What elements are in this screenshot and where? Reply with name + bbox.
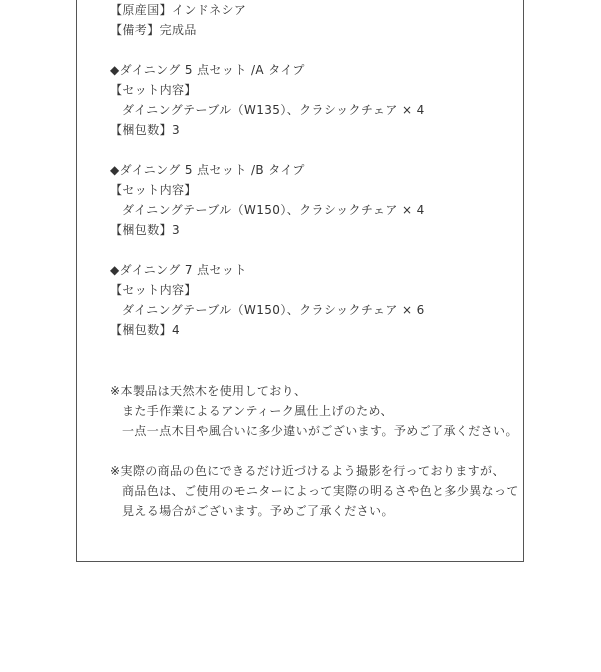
set-a-title: ◆ダイニング 5 点セット /A タイプ (110, 63, 305, 77)
set-b-title: ◆ダイニング 5 点セット /B タイプ (110, 163, 305, 177)
set-a-contents: ダイニングテーブル（W135）、クラシックチェア × 4 (122, 103, 425, 117)
set-b-contents-label: 【セット内容】 (110, 183, 197, 197)
set-7-contents: ダイニングテーブル（W150）、クラシックチェア × 6 (122, 303, 425, 317)
remarks-text: 【備考】完成品 (110, 23, 197, 37)
set-7-packages: 【梱包数】4 (110, 323, 181, 337)
set-7-contents-label: 【セット内容】 (110, 283, 197, 297)
set-b-packages: 【梱包数】3 (110, 223, 181, 237)
note-wood-line1: ※本製品は天然木を使用しており、 (110, 384, 307, 398)
note-color-line1: ※実際の商品の色にできるだけ近づけるよう撮影を行っておりますが、 (110, 464, 505, 478)
set-7-title: ◆ダイニング 7 点セット (110, 263, 247, 277)
set-a-contents-label: 【セット内容】 (110, 83, 197, 97)
note-wood-line2: また手作業によるアンティーク風仕上げのため、 (122, 404, 393, 418)
note-wood-line3: 一点一点木目や風合いに多少違いがございます。予めご了承ください。 (122, 424, 518, 438)
note-color-line3: 見える場合がございます。予めご了承ください。 (122, 504, 394, 518)
note-color-line2: 商品色は、ご使用のモニターによって実際の明るさや色と多少異なって (122, 484, 519, 498)
origin-text: 【原産国】インドネシア (110, 3, 247, 17)
set-a-packages: 【梱包数】3 (110, 123, 181, 137)
set-b-contents: ダイニングテーブル（W150）、クラシックチェア × 4 (122, 203, 425, 217)
